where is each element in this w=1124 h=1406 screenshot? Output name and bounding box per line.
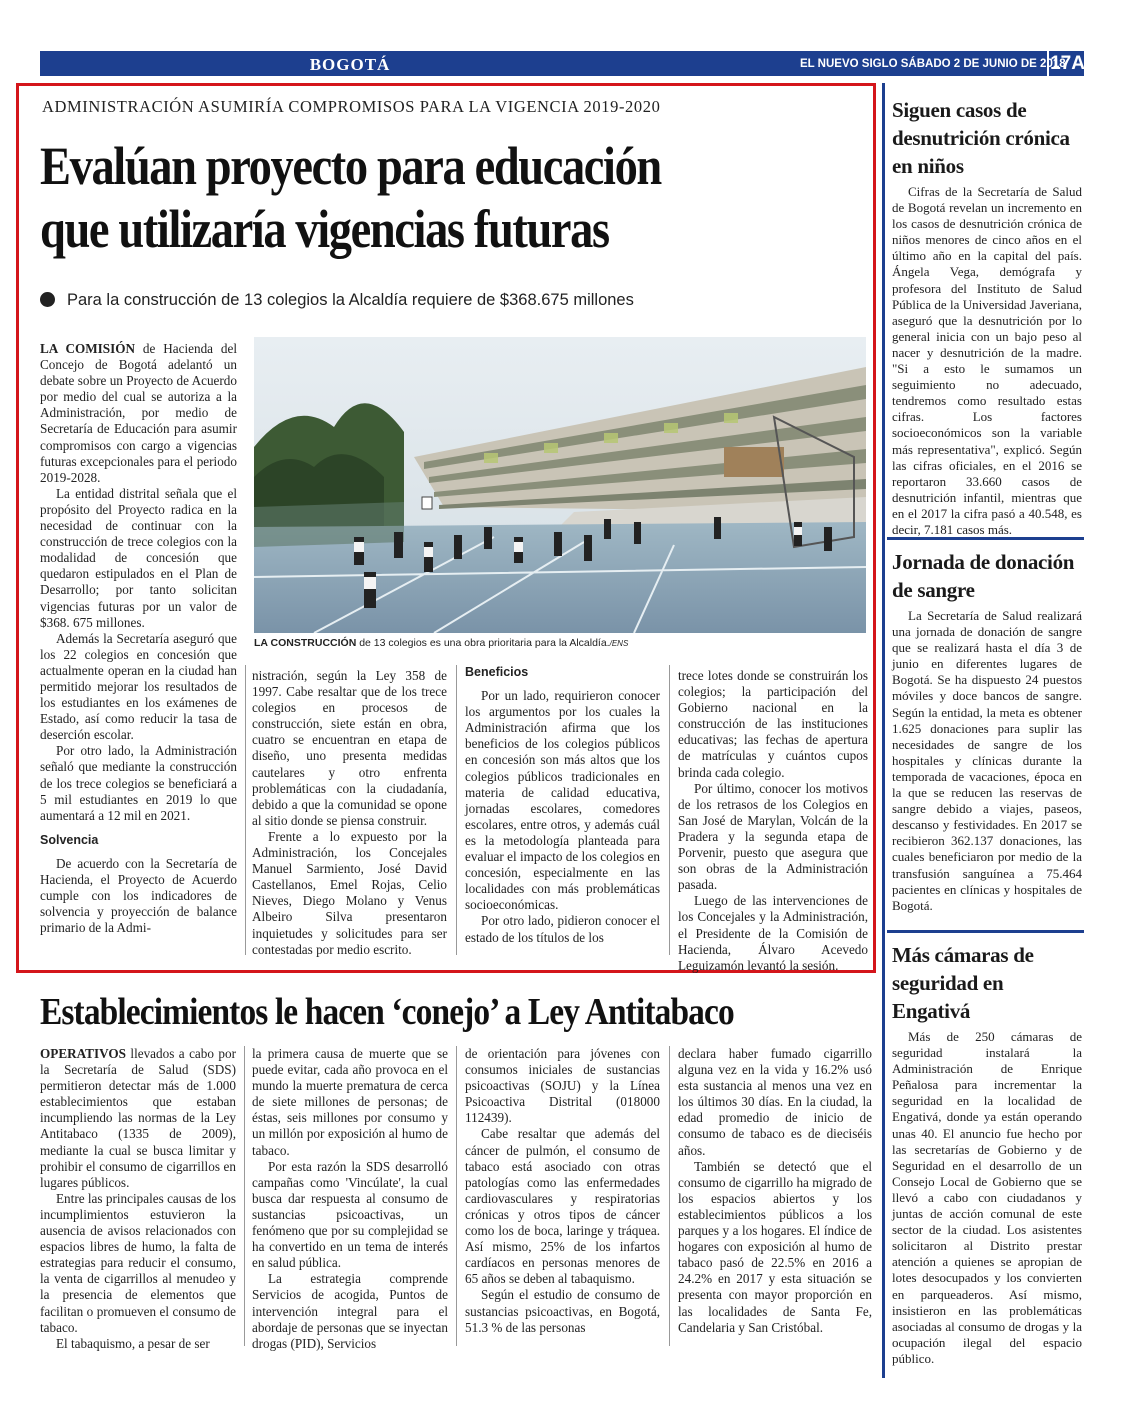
col1-paragraph-4: Por otro lado, la Administración señaló que mediante la construcción de los trece colegios se beneficiará a 5 mil estudiantes en 2019 lo que aumentará a 12 mil en 2021. [40, 743, 237, 823]
bottom-column-1 [40, 1046, 236, 1352]
col3-subheading: Beneficios [465, 665, 529, 679]
main-column-3 [465, 664, 660, 946]
sidebar-brief-3 [892, 941, 1082, 1367]
sidebar-brief-1 [892, 96, 1082, 538]
article-subhead [40, 291, 634, 310]
bottom-column-3 [465, 1046, 660, 1336]
sidebar-separator [887, 537, 1084, 540]
paper-date: EL NUEVO SIGLO SÁBADO 2 DE JUNIO DE 2018 [800, 58, 1066, 70]
col4-paragraph-1: trece lotes donde se construirán los colegios; la participación del Gobierno nacional en la construcción de las instituciones educativas; las fechas de apertura de matrículas y cuántos cupos brinda cada colegio. [678, 668, 868, 780]
headline-line-1: Evalúan proyecto para educación [40, 136, 661, 196]
brief-1-title: Siguen casos de desnutrición crónica en niños [892, 98, 1070, 178]
bottom-col1-paragraph-1: llevados a cabo por la Secretaría de Salud (SDS) permitieron detectar más de 1.000 establecimientos que estaban incumpliendo las normas de la Ley Antitabaco (1335 de 2009), mediante la cual se busca limitar y prohibir el consumo de cigarrillos en lugares públicos. [40, 1046, 236, 1190]
brief-2-text: La Secretaría de Salud realizará una jornada de donación de sangre que se realizará hasta el día 3 de junio en diferentes lugares de Bogotá. Se ha dispuesto 24 puestos móviles y doce bancos de sangre. Según la entidad, la meta es obtener 1.625 donaciones para suplir las necesidades de sangre de los hospitales y clínicas durante la temporada de vacaciones, época en la que se reducen las reservas de sangre debido a viajes, paseos, descanso y festividades. En 2017 se recibieron 362.137 donaciones, las cuales beneficiaron por medio de la transfusión sanguínea a 75.464 pacientes en clínicas y hospitales de Bogotá. [892, 608, 1082, 913]
photo-caption [254, 637, 866, 649]
bottom-col2-paragraph-3: La estrategia comprende Servicios de acogida, Puntos de intervención integral para el abordaje de personas que se inyectan drogas (PID), Servicios [252, 1271, 448, 1351]
school-photo-illustration [254, 337, 866, 633]
brief-1-text: Cifras de la Secretaría de Salud de Bogotá revelan un incremento en los casos de desnutrición crónica de niños menores de cinco años en el último año en la capital del país. Ángela Vega, demógrafa y profesora del Instituto de Salud Pública de la Universidad Javeriana, aseguró que la desnutrición por lo general inicia con un bajo peso al nacer y desnutrición de la madre. "Si a esto le sumamos un seguimiento no adecuado, tendremos como resultado estas cifras. Los factores socioeconómicos son la variable más representativa", explicó. Según las cifras oficiales, en el 2016 se reportaron 33.660 casos de desnutrición infantil, mientras que en el 2017 la cifra pasó a 40.548, es decir, 7.181 casos más. [892, 184, 1082, 537]
column-divider [456, 665, 457, 955]
brief-3-title: Más cámaras de seguridad en Engativá [892, 943, 1034, 1023]
col3-paragraph-2: Por otro lado, pidieron conocer el estado de los títulos de los [465, 913, 660, 945]
sidebar-rule [882, 83, 885, 1378]
col1-lead: LA COMISIÓN [40, 341, 136, 356]
headline-line-2: que utilizaría vigencias futuras [40, 199, 609, 259]
col1-paragraph-5: De acuerdo con la Secretaría de Hacienda, el Proyecto de Acuerdo cumple con los indicadores de solvencia y proyección de balance primario de la Admi- [40, 855, 237, 936]
section-title: BOGOTÁ [309, 55, 391, 74]
column-divider [245, 665, 246, 955]
bottom-col1-lead: OPERATIVOS [40, 1046, 126, 1061]
main-column-2 [252, 668, 447, 958]
article-headline [40, 135, 754, 261]
bottom-col4-paragraph-2: También se detectó que el consumo de cigarrillo ha migrado de los espacios abiertos y los establecimientos públicos a los parques y a los hogares. El índice de hogares con exposición al humo de tabaco pasó de 22.5% en 2016 a 24.2% en 2017 y esta situación se presenta con mayor proporción en las localidades de Santa Fe, Candelaria y San Cristóbal. [678, 1158, 872, 1335]
col1-paragraph-2: La entidad distrital señala que el propósito del Proyecto radica en la necesidad de continuar con la construcción de trece colegios con la modalidad de concesión que quedaron estipulados en el Plan de Desarrollo; por tanto solicitan vigencias futuras por un valor de $368. 675 millones. [40, 485, 237, 630]
column-divider [669, 1046, 670, 1346]
bottom-column-4 [678, 1046, 872, 1336]
article-photo [254, 337, 866, 633]
brief-2-title: Jornada de donación de sangre [892, 550, 1075, 602]
bottom-article-headline: Establecimientos le hacen ‘conejo’ a Ley Antitabaco [40, 991, 734, 1033]
column-divider [456, 1046, 457, 1346]
caption-credit: /ENS [609, 639, 629, 648]
sidebar-brief-2 [892, 548, 1082, 914]
bottom-col4-paragraph-1: declara haber fumado cigarrillo alguna vez en la vida y 16.2% usó esta sustancia al menos una vez en los últimos 30 días. En la ciudad, la edad promedio de inicio de consumo de tabaco es de dieciséis años. [678, 1046, 872, 1158]
bottom-col3-paragraph-1: de orientación para jóvenes con consumos iniciales de sustancias psicoactivas (SOJU) y la Línea Psicoactiva Distrital (018000 112439). [465, 1046, 660, 1126]
col1-paragraph-3: Además la Secretaría aseguró que los 22 colegios en concesión que actualmente operan en la ciudad han permitido mejorar los resultados de los estudiantes en los exámenes de Estado, así como reducir la tasa de deserción escolar. [40, 630, 237, 743]
caption-text: de 13 colegios es una obra prioritaria para la Alcaldía. [356, 637, 610, 649]
bottom-col1-paragraph-3: El tabaquismo, a pesar de ser [56, 1335, 210, 1351]
page-header-band [40, 51, 1084, 76]
column-divider [244, 1046, 245, 1346]
col1-paragraph-1: de Hacienda del Concejo de Bogotá adelantó un debate sobre un Proyecto de Acuerdo por medio del cual se autoriza a la Administración, por medio de Secretaría de Educación para asumir compromisos con cargo a vigencias futuras excepcionales para el periodo 2019-2028. [40, 341, 237, 485]
brief-3-text: Más de 250 cámaras de seguridad instalará la Administración de Enrique Peñalosa para incrementar la seguridad en la localidad de Engativá, donde ya están operando unas 40. El anuncio fue hecho por las secretarías de Gobierno y de Seguridad en el desarrollo de un Consejo Local de Gobierno que se llevó a cabo con ciudadanos y juntas de acción comunal de este sector de la ciudad. Los asistentes solicitaron al Distrito prestar atención a quienes se apropian de lotes desocupados y los convierten en parqueaderos. Así mismo, insistieron en las problemáticas asociadas al consumo de drogas y la ocupación ilegal del espacio público. [892, 1029, 1082, 1366]
article-kicker: ADMINISTRACIÓN ASUMIRÍA COMPROMISOS PARA LA VIGENCIA 2019-2020 [42, 97, 661, 116]
col2-paragraph-2: Frente a lo expuesto por la Administración, los Concejales Manuel Sarmiento, José David Castellanos, Emel Rojas, Celio Nieves, Diego Molano y Venus Albeiro Silva presentaron inquietudes y solicitudes para ser contestadas por medio escrito. [252, 828, 447, 957]
bottom-col1-paragraph-2: Entre las principales causas de los incumplimientos estuvieron la ausencia de avisos relacionados con espacios libres de humo, la falta de estrategias para reducir el consumo, la venta de cigarrillos al menudeo y la presencia de elementos que facilitan o promueven el consumo de tabaco. [40, 1190, 236, 1335]
main-column-4 [678, 668, 868, 974]
col4-paragraph-2: Por último, conocer los motivos de los retrasos de los Colegios en San José de Marylan, Volcán de la Pradera y la segunda etapa de Porvenir, puesto que asegura que son obras de la Administración pasada. [678, 780, 868, 893]
bottom-col2-paragraph-2: Por esta razón la SDS desarrolló campañas como 'Vincúlate', la cual busca dar respuesta al consumo de sustancias psicoactivas, un fenómeno que por su complejidad se ha convertido en un tema de interés en salud pública. [252, 1158, 448, 1271]
subhead-text: Para la construcción de 13 colegios la Alcaldía requiere de $368.675 millones [67, 291, 634, 309]
column-divider [669, 665, 670, 955]
col1-subheading: Solvencia [40, 832, 99, 847]
main-column-1 [40, 341, 237, 936]
col2-paragraph-1: nistración, según la Ley 358 de 1997. Cabe resaltar que de los trece colegios en procesos de construcción, siete están en obra, cuatro se encuentran en etapa de diseño, uno presenta medidas cautelares y otro enfrenta problemáticas con la ciudadanía, debido a que la comunidad se opone al sitio donde se piensa construir. [252, 668, 447, 828]
bullet-icon [40, 292, 55, 307]
page-number: 17A [1047, 51, 1086, 76]
bottom-column-2 [252, 1046, 448, 1352]
sidebar-separator [887, 930, 1084, 933]
bottom-col2-paragraph-1: la primera causa de muerte que se puede evitar, cada año provoca en el mundo la muerte prematura de cerca de siete millones de personas; de éstas, seis millones por consumo y un millón por exposición al humo de tabaco. [252, 1046, 448, 1158]
col4-paragraph-3: Luego de las intervenciones de los Concejales y la Administración, el Presidente de la Comisión de Hacienda, Álvaro Acevedo Leguizamón levantó la sesión. [678, 893, 868, 973]
caption-lead: LA CONSTRUCCIÓN [254, 637, 357, 649]
bottom-col3-paragraph-2: Cabe resaltar que además del cáncer de pulmón, el consumo de tabaco está asociado con otras patologías como las enfermedades cardiovasculares y respiratorias crónicas y otros tipos de cáncer como los de boca, laringe y tráquea. Así mismo, 25% de los infartos cardíacos en personas menores de 65 años se deben al tabaquismo. [465, 1126, 660, 1287]
bottom-col3-paragraph-3: Según el estudio de consumo de sustancias psicoactivas, en Bogotá, 51.3 % de las personas [465, 1287, 660, 1335]
col3-paragraph-1: Por un lado, requirieron conocer los argumentos por los cuales la Administración afirma que los beneficios de los colegios públicos en concesión son más altos que los colegios públicos tradicionales en materia de calidad educativa, jornadas escolares, comedores escolares, entre otros, y además cuál es la metodología planteada para evaluar el impacto de los colegios en concesión, especialmente en las localidades con más problemáticas socioeconómicas. [465, 688, 660, 913]
